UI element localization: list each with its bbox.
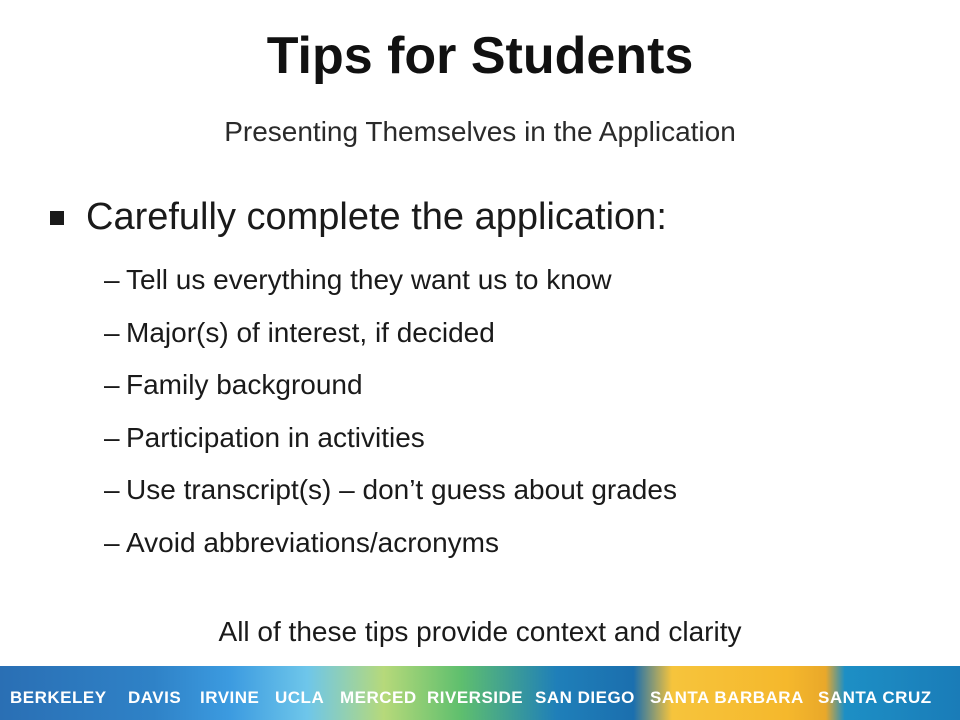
slide-subtitle: Presenting Themselves in the Application	[224, 116, 736, 147]
campus-label-merced: MERCED	[340, 688, 417, 707]
square-bullet-icon	[50, 211, 64, 225]
main-bullet	[50, 196, 667, 239]
sub-bullet-item	[104, 525, 677, 578]
footer-note: All of these tips provide context and clarity	[218, 616, 742, 647]
campus-label-san-diego: SAN DIEGO	[535, 688, 635, 707]
campus-banner	[0, 666, 960, 720]
sub-bullet-text: Use transcript(s) – don’t guess about grades	[126, 474, 677, 505]
campus-label-davis: DAVIS	[128, 688, 182, 707]
dash-marker: –	[104, 421, 120, 453]
campus-label-riverside: RIVERSIDE	[427, 688, 524, 707]
sub-bullet-text: Major(s) of interest, if decided	[126, 316, 495, 348]
sub-bullet-item	[104, 262, 677, 315]
sub-bullet-text: Avoid abbreviations/acronyms	[126, 526, 500, 558]
sub-bullet-text: Tell us everything they want us to know	[126, 264, 612, 295]
campus-label-irvine: IRVINE	[200, 688, 260, 707]
sub-bullet-item	[104, 472, 677, 525]
sub-bullet-text: Participation in activities	[126, 421, 425, 453]
dash-marker: –	[104, 474, 120, 505]
sub-bullet-text: Family background	[126, 369, 363, 400]
dash-marker: –	[104, 526, 120, 558]
campus-label-santa-barbara: SANTA BARBARA	[650, 688, 804, 707]
campus-label-santa-cruz: SANTA CRUZ	[818, 688, 932, 707]
sub-bullet-item	[104, 315, 677, 368]
dash-marker: –	[104, 316, 120, 348]
dash-marker: –	[104, 264, 120, 295]
sub-bullet-list	[104, 262, 677, 577]
dash-marker: –	[104, 369, 120, 400]
campus-label-ucla: UCLA	[275, 688, 325, 707]
sub-bullet-item	[104, 420, 677, 473]
slide-title: Tips for Students	[266, 27, 694, 85]
sub-bullet-item	[104, 367, 677, 420]
campus-label-berkeley: BERKELEY	[10, 688, 107, 707]
main-bullet-text: Carefully complete the application:	[86, 196, 667, 238]
